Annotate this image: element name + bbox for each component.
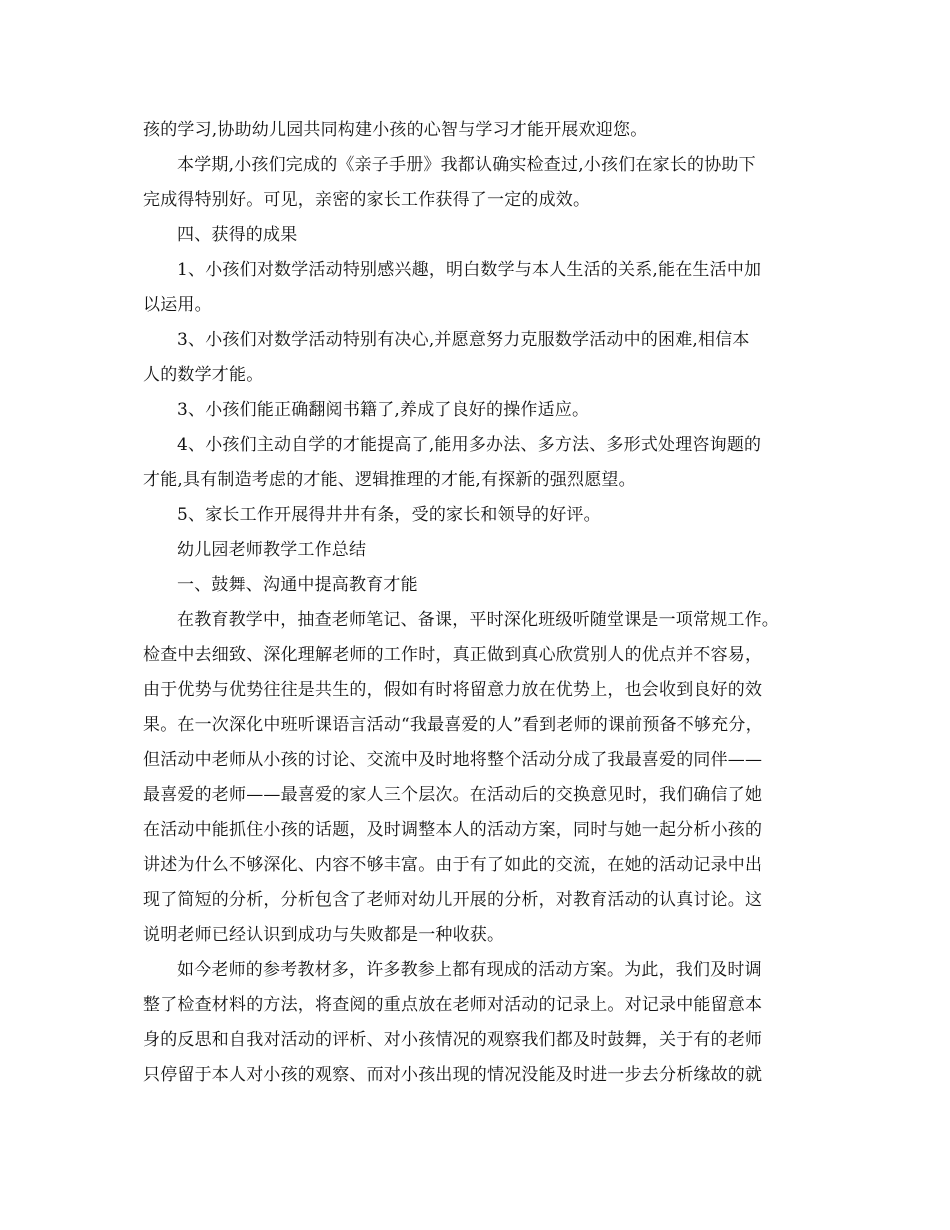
text-line: 人的数学才能。: [143, 365, 264, 385]
text-line: 但活动中老师从小孩的讨论、交流中及时地将整个活动分成了我最喜爱的同伴——: [143, 750, 763, 770]
text-line: 只停留于本人对小孩的观察、而对小孩出现的情况没能及时进一步去分析缘故的就: [143, 1065, 763, 1085]
text-line: 1、小孩们对数学活动特别感兴趣，明白数学与本人生活的关系,能在生活中加: [177, 260, 762, 280]
text-line: 4、小孩们主动自学的才能提高了,能用多办法、多方法、多形式处理咨询题的: [177, 435, 762, 455]
text-line: 如今老师的参考教材多，许多教参上都有现成的活动方案。为此，我们及时调: [177, 960, 762, 980]
text-line: 整了检查材料的方法，将查阅的重点放在老师对活动的记录上。对记录中能留意本: [143, 995, 763, 1015]
text-line: 果。在一次深化中班听课语言活动“我最喜爱的人”看到老师的课前预备不够充分，: [143, 715, 763, 735]
text-line: 讲述为什么不够深化、内容不够丰富。由于有了如此的交流，在她的活动记录中出: [143, 855, 763, 875]
text-line: 在教育教学中，抽查老师笔记、备课，平时深化班级听随堂课是一项常规工作。: [177, 610, 779, 630]
section-heading: 一、鼓舞、沟通中提高教育才能: [177, 575, 418, 595]
text-line: 由于优势与优势往往是共生的，假如有时将留意力放在优势上，也会收到良好的效: [143, 680, 763, 700]
text-line: 身的反思和自我对活动的评析、对小孩情况的观察我们都及时鼓舞，关于有的老师: [143, 1030, 763, 1050]
text-line: 本学期,小孩们完成的《亲子手册》我都认确实检查过,小孩们在家长的协助下: [177, 155, 756, 175]
text-line: 以运用。: [143, 295, 212, 315]
text-line: 检查中去细致、深化理解老师的工作时，真正做到真心欣赏别人的优点并不容易，: [143, 645, 763, 665]
text-line: 在活动中能抓住小孩的话题，及时调整本人的活动方案，同时与她一起分析小孩的: [143, 820, 763, 840]
text-line: 现了简短的分析，分析包含了老师对幼儿开展的分析，对教育活动的认真讨论。这: [143, 890, 763, 910]
section-heading: 四、获得的成果: [177, 225, 298, 245]
text-line: 孩的学习,协助幼儿园共同构建小孩的心智与学习才能开展欢迎您。: [143, 120, 648, 140]
text-line: 3、小孩们能正确翻阅书籍了,养成了良好的操作适应。: [177, 400, 590, 420]
document-title: 幼儿园老师教学工作总结: [177, 540, 367, 560]
text-line: 最喜爱的老师——最喜爱的家人三个层次。在活动后的交换意见时，我们确信了她: [143, 785, 763, 805]
text-line: 3、小孩们对数学活动特别有决心,并愿意努力克服数学活动中的困难,相信本: [177, 330, 750, 350]
text-line: 才能,具有制造考虑的才能、逻辑推理的才能,有探新的强烈愿望。: [143, 470, 636, 490]
text-line: 5、家长工作开展得井井有条，受的家长和领导的好评。: [177, 505, 601, 525]
text-line: 完成得特别好。可见，亲密的家长工作获得了一定的成效。: [143, 190, 591, 210]
text-line: 说明老师已经认识到成功与失败都是一种收获。: [143, 925, 505, 945]
